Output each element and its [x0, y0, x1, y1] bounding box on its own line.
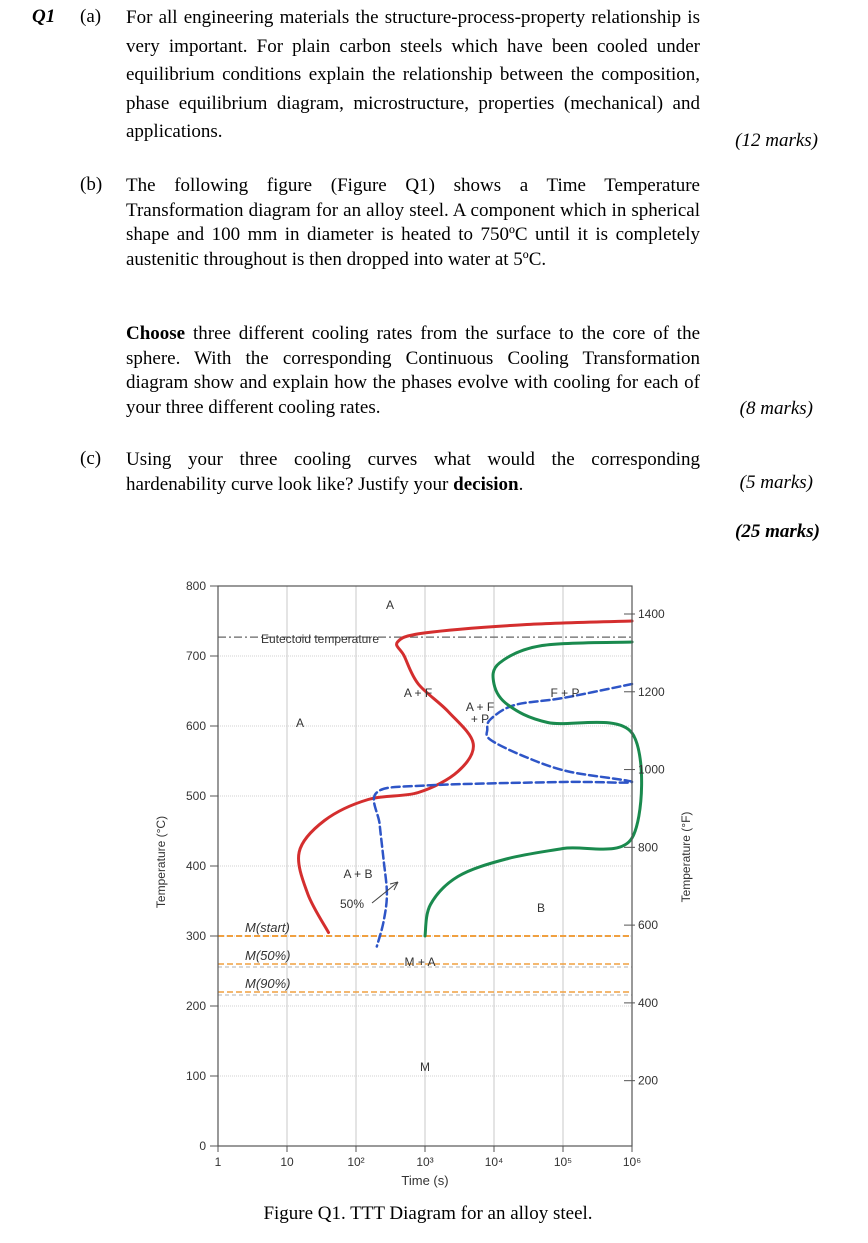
- y-tick-label-right: 400: [638, 995, 659, 1010]
- part-c-text-start: Using your three cooling curves what would the corresponding hardenability curve look like? Justify your: [126, 449, 700, 495]
- part-b-instruction: [126, 322, 700, 420]
- y-tick-label-right: 800: [638, 840, 659, 855]
- x-tick-label: 10⁶: [622, 1155, 642, 1169]
- y-tick-label-left: 500: [185, 789, 206, 803]
- figure-caption: Figure Q1. TTT Diagram for an alloy steel.: [263, 1203, 593, 1224]
- y-tick-label-left: 100: [185, 1069, 206, 1083]
- y-axis-label-left: Temperature (°C): [154, 815, 168, 909]
- y-tick-label-left: 700: [185, 649, 206, 663]
- part-b-label: (b): [80, 174, 103, 195]
- series-curve: [299, 621, 632, 933]
- part-a-label: (a): [80, 6, 102, 27]
- part-c-text: [126, 448, 700, 497]
- part-a-marks: (12 marks): [735, 130, 818, 151]
- x-axis-label: Time (s): [401, 1173, 449, 1188]
- y-tick-label-right: 1400: [638, 607, 665, 621]
- y-tick-label-right: 1200: [638, 684, 665, 699]
- fifty-percent-pointer: [372, 882, 398, 903]
- part-b-instruction-rest: three different cooling rates from the surface to the core of the sphere. With the corresponding Continuous Cooling Transformation diagram show and explain how the phases evolve with cooling for each of your three different cooling rates.: [126, 323, 700, 418]
- part-c-text-bold: decision: [453, 473, 519, 495]
- region-label: M + A: [404, 955, 436, 969]
- region-label: [466, 700, 494, 726]
- y-tick-label-left: 0: [199, 1139, 206, 1153]
- x-tick-label: 10²: [347, 1155, 365, 1169]
- region-label: A: [385, 598, 395, 612]
- x-tick-label: 10³: [416, 1155, 434, 1169]
- part-c-label: (c): [80, 448, 102, 469]
- x-tick-label: 10⁵: [553, 1155, 573, 1169]
- y-tick-label-right: 200: [638, 1073, 659, 1088]
- region-label: B: [536, 901, 546, 915]
- region-label: F + P: [550, 686, 580, 700]
- region-label: M: [420, 1060, 430, 1074]
- martensite-line-label: M(start): [245, 920, 290, 935]
- y-tick-label-left: 600: [185, 719, 206, 733]
- y-tick-label-right: 1000: [638, 762, 665, 777]
- part-c-text-end: .: [518, 473, 524, 495]
- y-tick-label-right: 600: [638, 918, 659, 933]
- question-number: Q1: [32, 6, 56, 27]
- region-label: A + F: [403, 686, 433, 700]
- x-tick-label: 10: [280, 1155, 294, 1169]
- series-curve: [425, 642, 642, 936]
- total-marks: (25 marks): [735, 521, 820, 542]
- y-axis-label-right: Temperature (°F): [679, 811, 693, 903]
- y-tick-label-left: 400: [185, 859, 206, 873]
- region-label: 50%: [339, 897, 365, 911]
- x-tick-label: 10⁴: [484, 1155, 504, 1169]
- part-a-text: For all engineering materials the structure-process-property relationship is very important. For plain carbon steels which have been cooled under equilibrium conditions explain the relationship between the composition, phase equilibrium diagram, microstructure, properties (mechanical) and applications.: [126, 7, 700, 142]
- region-label: A: [295, 716, 305, 730]
- x-tick-label: 1: [214, 1155, 222, 1169]
- region-label-line: A + F: [465, 700, 495, 714]
- y-tick-label-left: 300: [185, 929, 206, 943]
- ttt-diagram: [0, 560, 868, 1200]
- part-c-marks: (5 marks): [739, 472, 813, 493]
- martensite-line-label: M(90%): [245, 976, 291, 991]
- y-tick-label-left: 800: [185, 579, 206, 593]
- martensite-line-label: M(50%): [245, 948, 291, 963]
- region-label: A + B: [343, 867, 373, 881]
- y-tick-label-left: 200: [185, 999, 206, 1013]
- region-label: Eutectoid temperature: [260, 632, 380, 646]
- part-b-marks: (8 marks): [739, 398, 813, 419]
- region-label-line: + P: [470, 712, 490, 726]
- part-b-text: The following figure (Figure Q1) shows a Time Temperature Transformation diagram for an alloy steel. A component which in spherical shape and 100 mm in diameter is heated to 750ºC until it is completely austenitic throughout is then dropped into water at 5ºC.: [126, 175, 700, 270]
- part-b-instruction-bold: Choose: [126, 323, 186, 344]
